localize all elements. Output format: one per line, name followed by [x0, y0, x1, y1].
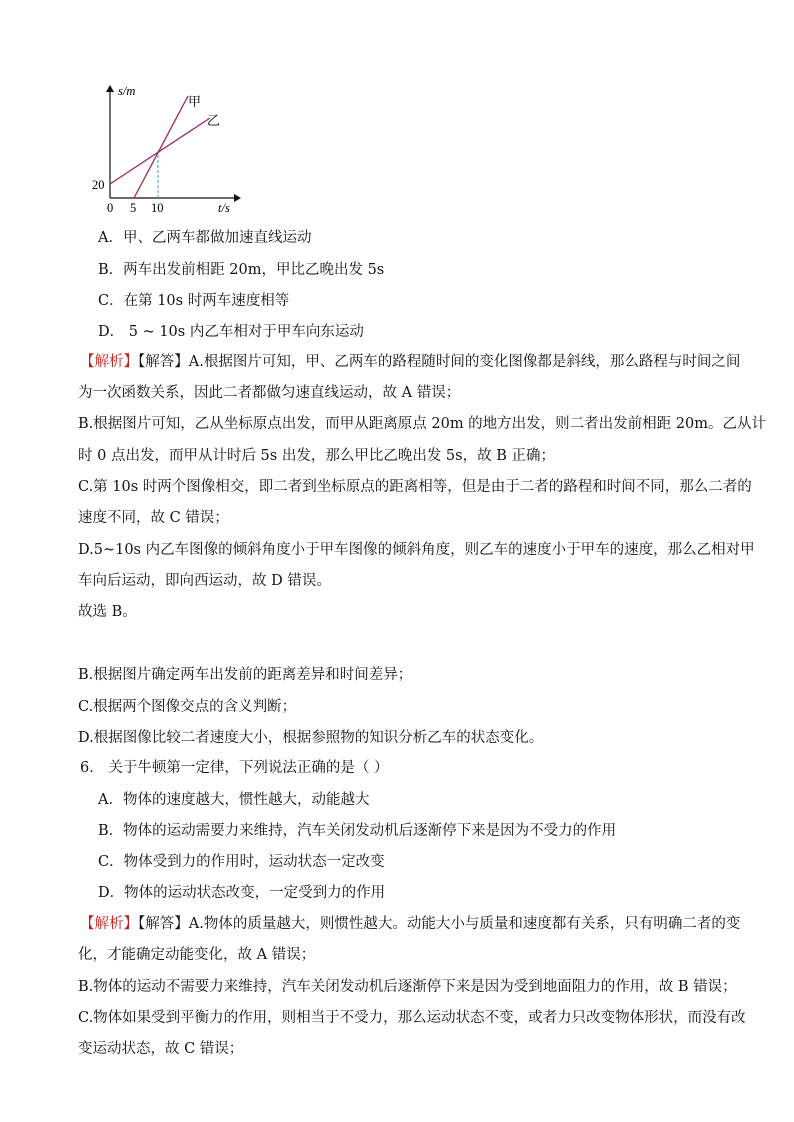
- y-axis-arrow: [106, 85, 114, 92]
- x-tick-10: 10: [151, 201, 164, 215]
- answer-tag: 【解答】: [138, 916, 189, 932]
- q5-analysis-line-1: [80, 352, 740, 372]
- q5-point-b: B.根据图片确定两车出发前的距离差异和时间差异；: [78, 667, 413, 683]
- q6-option-c: C．物体受到力的作用时，运动状态一定改变: [98, 854, 385, 870]
- q6-analysis-line-3: B.物体的运动不需要力来维持，汽车关闭发动机后逐渐停下来是因为受到地面阻力的作用，故 B 错误；: [78, 979, 737, 995]
- q6-analysis-line-1: [80, 914, 740, 934]
- q5-analysis-line-6: 速度不同，故 C 错误；: [78, 510, 229, 526]
- x-axis-label: t/s: [218, 201, 230, 215]
- distance-time-graph: [88, 78, 248, 218]
- x-tick-0: 0: [107, 201, 114, 215]
- graph-svg: [88, 78, 248, 218]
- q5-analysis-line-2: 为一次函数关系，因此二者都做匀速直线运动，故 A 错误；: [78, 385, 461, 401]
- x-axis-arrow: [234, 194, 241, 202]
- q6-option-d: D．物体的运动状态改变，一定受到力的作用: [98, 885, 386, 901]
- q5-analysis-line-4: 时 0 点出发，而甲从计时后 5s 出发，那么甲比乙晚出发 5s，故 B 正确；: [78, 448, 555, 464]
- answer-tag: 【解答】: [138, 354, 189, 370]
- analysis-tag: 【解析】: [80, 354, 138, 370]
- series-line-yi: [110, 118, 210, 184]
- q5-analysis-line-8: 车向后运动，即向西运动，故 D 错误。: [78, 573, 331, 589]
- q6-analysis-line-4: C.物体如果受到平衡力的作用，则相当于不受力，那么运动状态不变，或者力只改变物体形状，而没有改: [78, 1010, 746, 1026]
- q5-analysis-line-7: D.5~10s 内乙车图像的倾斜角度小于甲车图像的倾斜角度，则乙车的速度小于甲车的速度，那么乙相对甲: [78, 542, 755, 558]
- q5-point-d: D.根据图像比较二者速度大小，根据参照物的知识分析乙车的状态变化。: [78, 730, 544, 746]
- q5-analysis-text-1: A.根据图片可知，甲、乙两车的路程随时间的变化图像都是斜线，那么路程与时间之间: [188, 354, 741, 370]
- q5-analysis-line-5: C.第 10s 时两个图像相交，即二者到坐标原点的距离相等，但是由于二者的路程和时间不同，那么二者的: [78, 479, 752, 495]
- q6-analysis-line-5: 变运动状态，故 C 错误；: [78, 1041, 244, 1057]
- q6-analysis-line-2: 化，才能确定动能变化，故 A 错误；: [78, 947, 316, 963]
- x-tick-5: 5: [130, 201, 137, 215]
- q6-analysis-text-1: A.物体的质量越大，则惯性越大。动能大小与质量和速度都有关系，只有明确二者的变: [188, 916, 741, 932]
- series-label-yi: 乙: [207, 114, 221, 129]
- y-tick-20: 20: [92, 178, 105, 192]
- analysis-tag: 【解析】: [80, 916, 138, 932]
- q6-option-a: A．物体的速度越大，惯性越大，动能越大: [98, 792, 370, 808]
- q5-point-c: C.根据两个图像交点的含义判断；: [78, 699, 297, 715]
- y-axis-label: s/m: [118, 84, 136, 98]
- q5-analysis-line-3: B.根据图片可知，乙从坐标原点出发，而甲从距离原点 20m 的地方出发，则二者出发前相距 20m。乙从计: [78, 416, 766, 432]
- series-label-jia: 甲: [188, 95, 202, 110]
- q5-option-a: A．甲、乙两车都做加速直线运动: [98, 230, 312, 246]
- q5-option-c: C．在第 10s 时两车速度相等: [98, 293, 290, 309]
- q5-analysis-line-9: 故选 B。: [78, 604, 137, 620]
- q6-stem: 6． 关于牛顿第一定律，下列说法正确的是（ ）: [80, 760, 389, 776]
- series-line-jia: [134, 96, 188, 198]
- q5-option-b: B．两车出发前相距 20m，甲比乙晚出发 5s: [98, 262, 385, 278]
- q6-option-b: B．物体的运动需要力来维持，汽车关闭发动机后逐渐停下来是因为不受力的作用: [98, 823, 617, 839]
- q5-option-d: D． 5 ~ 10s 内乙车相对于甲车向东运动: [98, 324, 364, 340]
